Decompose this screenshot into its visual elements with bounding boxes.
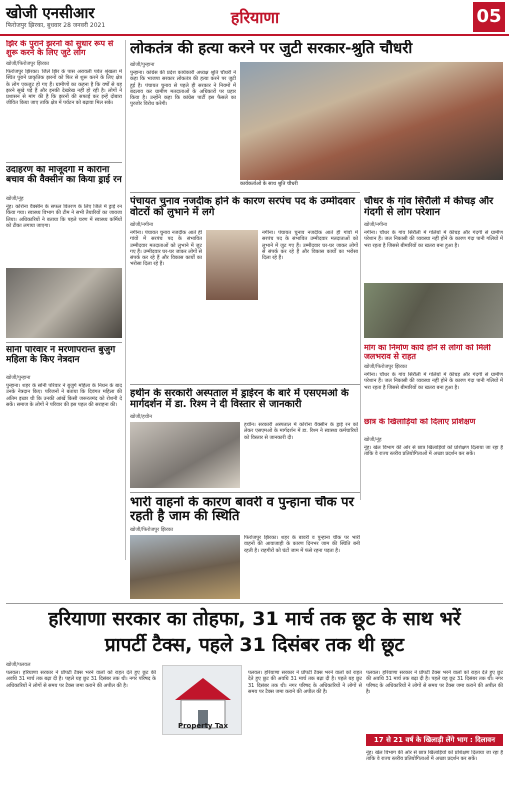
village-headline: चौधर के गांव सिरौली में कीचड़ और गंदगी से लोग परेशान	[364, 196, 494, 218]
traffic-headline: भारी वाहनों के कारण बावरी व पुन्हाना चौक पर रहती है जाम की स्थिति	[130, 496, 354, 525]
tax-body: पलवल। हरियाणा सरकार ने प्रॉपर्टी टैक्स भरने वालों को राहत देते हुए छूट की अवधि 31 मार्च तक बढ़ा दी है। पहले यह छूट 31 दिसंबर तक थी। नगर परिषद के अधिकारियों ने लोगों से समय पर टैक्स जमा कराने की अपील की है।	[6, 670, 156, 689]
banner-line-2: प्रापर्टी टैक्स, पहले 31 दिसंबर तक थी छूट	[104, 634, 405, 656]
section-title: हरियाणा	[230, 8, 280, 27]
panchayat-body-continued: नगीना। पंचायत चुनाव नजदीक आते ही गांवों में सरपंच पद के संभावित उम्मीदवार मतदाताओं को लुभाने में जुट गए हैं। उम्मीदवार घर-घर जाकर लोगों से संपर्क कर रहे हैं और विकास कार्यों का भरोसा दिला रहे हैं।	[262, 230, 358, 262]
story-divider	[6, 162, 122, 163]
students-body: नूंह। खेल विभाग की ओर से छात्र खिलाड़ियों को प्रशिक्षण दिलाया जा रहा है ताकि वे राज्य स्तरीय प्रतियोगिताओं में अच्छा प्रदर्शन कर सकें।	[364, 445, 503, 458]
main-headline: लोकतंत्र की हत्या करने पर जुटी सरकार-श्रुति चौधरी	[130, 40, 413, 57]
traffic-photo	[130, 535, 240, 599]
hospital-byline: खोजी/हथीन	[130, 414, 152, 420]
masthead	[0, 0, 509, 36]
left-top-body: फिरोजपुर झिरका। जिले झिर के पास अरावली पर्वत श्रृंखला में स्थित पुराने प्राकृतिक झरनों को फिर से शुरू करने के लिए क्षेत्र के लोग एकजुट हो गए हैं। ग्रामीणों का कहना है कि वर्षों से यह झरने सूखे पड़े हैं और इनकी देखरेख नहीं हो रही है। लोगों ने प्रशासन से मांग की है कि झरनों की सफाई कर इन्हें दोबारा जीवित किया जाए ताकि क्षेत्र में पर्यटन को बढ़ावा मिल सके।	[6, 69, 122, 107]
hospital-photo	[130, 422, 240, 488]
tax-banner-headline	[6, 606, 503, 658]
left-middle-byline: खोजी/नूंह	[6, 196, 24, 202]
panchayat-headline: पंचायत चुनाव नजदीक होने के कारण सरपंच पद के उम्मीदवार वोटरों को लुभाने में लगे	[130, 196, 355, 218]
property-tax-label: Property Tax	[177, 722, 229, 730]
column-divider	[360, 200, 361, 500]
story-divider	[130, 384, 360, 385]
paper-meta: फिरोजपुर झिरका, बुधवार 28 जनवरी 2021	[6, 22, 106, 29]
left-top-byline: खोजी/फिरोजपुर झिरका	[6, 61, 50, 67]
traffic-byline: खोजी/फिरोजपुर झिरका	[130, 527, 174, 533]
banner-line-1: हरियाणा सरकार का तोहफा, 31 मार्च तक छूट के साथ भरें	[48, 608, 461, 630]
story-divider	[130, 492, 360, 493]
left-bottom-headline: सोनी परिवार ने मरणोपरान्त बुजुर्ग महिला के किए नेत्रदान	[6, 346, 116, 365]
paper-name: खोजी एनसीआर	[6, 4, 95, 22]
main-body: पुन्हाना। कांग्रेस की प्रदेश कार्यकारी अध्यक्ष श्रुति चौधरी ने कहा कि भाजपा सरकार लोकतंत्र की हत्या करने पर जुटी हुई है। पंचायत चुनाव से पहले ही सरकार ने नियमों में बदलाव कर ग्रामीण मतदाताओं के अधिकारों पर प्रहार किया है। उन्होंने कहा कि कांग्रेस पार्टी इस फैसले का पुरजोर विरोध करेगी।	[130, 70, 236, 108]
tax-body-continued: पलवल। हरियाणा सरकार ने प्रॉपर्टी टैक्स भरने वालों को राहत देते हुए छूट की अवधि 31 मार्च तक बढ़ा दी है। पहले यह छूट 31 दिसंबर तक थी। नगर परिषद के अधिकारियों ने लोगों से समय पर टैक्स जमा कराने की अपील की है।	[248, 670, 362, 695]
village-sub-body: नगीना। चौधर के गांव सिरौली में गलियों में कीचड़ और गंदगी से ग्रामीण परेशान हैं। जल निकासी की व्यवस्था नहीं होने के कारण गंदा पानी गलियों में भरा रहता है जिससे बीमारियों का खतरा बना हुआ है।	[364, 372, 503, 391]
main-byline: खोजी/पुन्हाना	[130, 62, 155, 68]
candidate-photo	[206, 230, 258, 300]
panchayat-body: नगीना। पंचायत चुनाव नजदीक आते ही गांवों में सरपंच पद के संभावित उम्मीदवार मतदाताओं को लुभाने में जुट गए हैं। उम्मीदवार घर-घर जाकर लोगों से संपर्क कर रहे हैं और विकास कार्यों का भरोसा दिला रहे हैं।	[130, 230, 202, 268]
hospital-headline: हथीन के सरकारी अस्पताल में ड्राईरन के बारे में एसएमओ के मार्गदर्शन में डा. रिश्म ने दी विस्तार से जानकारी	[130, 388, 349, 410]
column-divider	[125, 40, 126, 560]
main-photo	[240, 62, 503, 180]
main-photo-caption: कार्यकर्ताओं के साथ श्रुति चौधरी	[240, 181, 298, 187]
left-middle-headline: उदाहरण की मौजूदगी में कोरोना बचाव की वैक्सीन का किया ड्राई रन	[6, 166, 122, 185]
left-middle-body: नूंह। कोरोना वैक्सीन के सफल वितरण के लिए जिले में ड्राई रन किया गया। स्वास्थ्य विभाग की टीम ने सभी तैयारियों का जायजा लिया। अधिकारियों ने बताया कि पहले चरण में स्वास्थ्य कर्मियों को टीका लगाया जाएगा।	[6, 204, 122, 229]
village-sub-byline: खोजी/फिरोजपुर झिरका	[364, 364, 408, 370]
students-headline: छात्र के खिलाड़ियों को दिलाए प्रशिक्षण	[364, 418, 476, 426]
village-sub-headline: मांग का निर्माण कार्य होने से लोगों को मिली जलभराव से राहत	[364, 344, 491, 361]
story-divider	[130, 192, 360, 193]
village-body: नगीना। चौधर के गांव सिरौली में गलियों में कीचड़ और गंदगी से ग्रामीण परेशान हैं। जल निकासी की व्यवस्था नहीं होने के कारण गंदा पानी गलियों में भरा रहता है जिससे बीमारियों का खतरा बना हुआ है।	[364, 230, 503, 249]
village-byline: खोजी/नगीना	[364, 222, 388, 228]
tax-byline: खोजी/पलवल	[6, 662, 31, 668]
tax-body-right: पलवल। हरियाणा सरकार ने प्रॉपर्टी टैक्स भरने वालों को राहत देते हुए छूट की अवधि 31 मार्च तक बढ़ा दी है। पहले यह छूट 31 दिसंबर तक थी। नगर परिषद के अधिकारियों ने लोगों से समय पर टैक्स जमा कराने की अपील की है।	[366, 670, 503, 695]
hospital-body: हथीन। सरकारी अस्पताल में कोरोना वैक्सीन के ड्राई रन को लेकर एसएमओ के मार्गदर्शन में डा. रिश्म ने स्वास्थ्य कर्मचारियों को विस्तार से जानकारी दी।	[244, 422, 358, 441]
sports-body: नूंह। खेल विभाग की ओर से छात्र खिलाड़ियों को प्रशिक्षण दिलाया जा रहा है ताकि वे राज्य स्तरीय प्रतियोगिताओं में अच्छा प्रदर्शन कर सकें।	[366, 750, 503, 763]
vaccine-photo	[6, 268, 122, 338]
left-bottom-body: पुन्हाना। शहर के सोनी परिवार ने बुजुर्ग महिला के निधन के बाद उनके नेत्रदान किए। परिजनों ने बताया कि दिवंगत महिला की अंतिम इच्छा थी कि उनकी आंखें किसी जरूरतमंद को रोशनी दे सकें। समाज के लोगों ने परिवार की इस पहल की सराहना की।	[6, 383, 122, 408]
sports-headline-bar: 17 से 21 वर्ष के खिलाड़ी लेंगे भाग : दिलावन	[366, 734, 503, 746]
page-number: 05	[473, 2, 505, 32]
traffic-body: फिरोजपुर झिरका। शहर के बावरी व पुन्हाना चौक पर भारी वाहनों की आवाजाही के कारण दिनभर जाम की स्थिति बनी रहती है। राहगीरों को घंटों जाम में फंसे रहना पड़ता है।	[244, 535, 360, 554]
property-tax-image	[162, 665, 242, 735]
left-top-headline: झिर के पुराने झरनों को सुधार रूप से शुरू करने के लिए जुटे लोग	[6, 40, 114, 57]
village-photo	[364, 283, 503, 338]
story-divider	[6, 342, 122, 343]
panchayat-byline: खोजी/नगीना	[130, 222, 154, 228]
students-byline: खोजी/नूंह	[364, 437, 382, 443]
section-divider	[6, 603, 503, 604]
left-bottom-byline: खोजी/पुन्हाना	[6, 375, 31, 381]
